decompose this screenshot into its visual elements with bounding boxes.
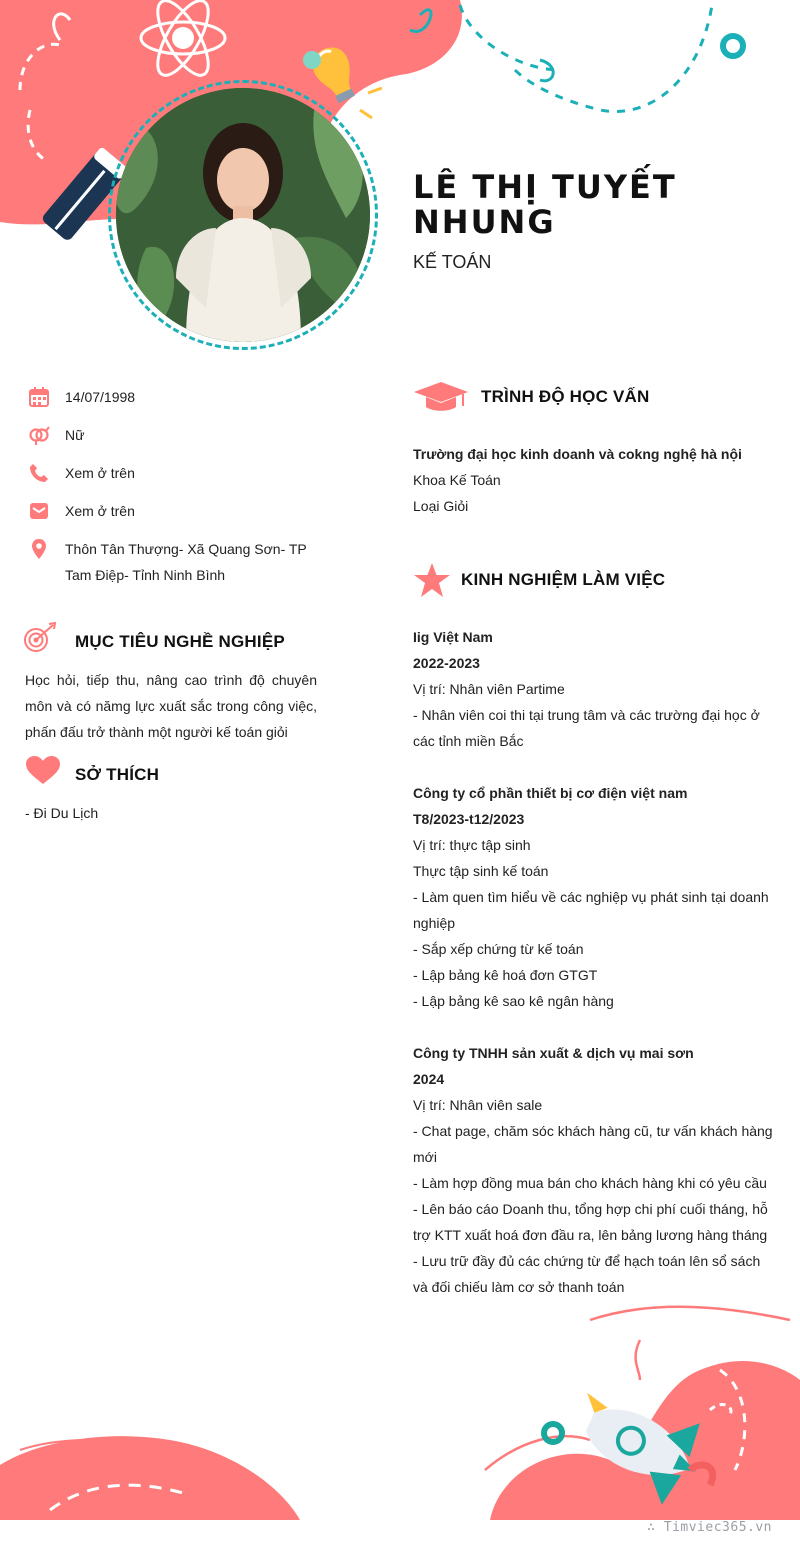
- objective-line: môn và có nămg lực xuất sắc trong công việc,: [25, 698, 317, 714]
- job-period: 2022-2023: [413, 655, 480, 671]
- job-detail: - Chat page, chăm sóc khách hàng cũ, tư vấn khách hàng: [413, 1123, 773, 1139]
- heart-icon: [25, 755, 61, 785]
- grade: Loại Giỏi: [413, 498, 469, 514]
- location-pin-icon: [28, 538, 50, 560]
- job-detail: - Làm hợp đồng mua bán cho khách hàng khi có yêu cầu: [413, 1175, 767, 1191]
- job-detail: - Lập bảng kê sao kê ngân hàng: [413, 993, 614, 1009]
- phone-row: [28, 460, 328, 486]
- experience-item: [413, 1040, 773, 1300]
- job-detail: Vị trí: thực tập sinh: [413, 837, 531, 853]
- job-detail: - Làm quen tìm hiểu về các nghiệp vụ phát sinh tại doanh: [413, 889, 769, 905]
- avatar: [116, 88, 370, 342]
- ring-icon: [544, 1424, 562, 1442]
- watermark-text: Timviec365.vn: [663, 1520, 772, 1535]
- phone-value: Xem ở trên: [65, 465, 135, 481]
- job-detail: - Lưu trữ đầy đủ các chứng từ để hạch toán lên sổ sách: [413, 1253, 761, 1269]
- job-detail: - Lên báo cáo Doanh thu, tổng hợp chi phí cuối tháng, hỗ: [413, 1201, 768, 1217]
- job-title: KẾ TOÁN: [413, 252, 492, 272]
- objective-title: MỤC TIÊU NGHỀ NGHIỆP: [75, 632, 285, 651]
- school-name: Trường đại học kinh doanh và cokng nghệ hà nội: [413, 446, 742, 462]
- gender-row: [28, 422, 328, 448]
- address-row: [28, 536, 328, 588]
- star-icon: [413, 562, 451, 598]
- address-line-1: Thôn Tân Thượng- Xã Quang Sơn- TP: [65, 541, 307, 557]
- objective-text: [25, 667, 317, 745]
- experience-title: KINH NGHIỆM LÀM VIỆC: [461, 570, 666, 589]
- company-name: Công ty cổ phần thiết bị cơ điện việt nam: [413, 785, 688, 801]
- email-value: Xem ở trên: [65, 503, 135, 519]
- company-name: Công ty TNHH sản xuất & dịch vụ mai sơn: [413, 1045, 694, 1061]
- job-detail: - Sắp xếp chứng từ kế toán: [413, 941, 584, 957]
- name-line-1: LÊ THỊ TUYẾT: [413, 168, 677, 206]
- faculty: Khoa Kế Toán: [413, 472, 501, 488]
- job-detail: trợ KTT xuất hoá đơn đầu ra, lên bảng lương hàng tháng: [413, 1227, 768, 1243]
- job-detail: và đối chiếu làm cơ sở thanh toán: [413, 1279, 625, 1295]
- job-detail: Vị trí: Nhân viên Partime: [413, 681, 565, 697]
- calendar-icon: [28, 386, 50, 408]
- ring-icon: [723, 36, 743, 56]
- education-title: TRÌNH ĐỘ HỌC VẤN: [481, 387, 650, 406]
- job-detail: Vị trí: Nhân viên sale: [413, 1097, 543, 1113]
- job-detail: Thực tập sinh kế toán: [413, 863, 549, 879]
- gender-icon: [28, 424, 50, 446]
- birthday-value: 14/07/1998: [65, 389, 136, 405]
- job-detail: các tỉnh miền Bắc: [413, 733, 524, 749]
- experience-item: [413, 624, 773, 754]
- footer-decoration: [0, 1300, 800, 1520]
- hobbies-title: SỞ THÍCH: [75, 765, 160, 784]
- gender-value: Nữ: [65, 427, 85, 443]
- job-detail: - Nhân viên coi thi tại trung tâm và các trường đại học ở: [413, 707, 760, 723]
- graduation-cap-icon: [413, 380, 469, 414]
- objective-line: phấn đấu trở thành một người kế toán giỏi: [25, 724, 288, 740]
- name-line-2: NHUNG: [413, 203, 556, 241]
- watermark: [647, 1520, 772, 1535]
- candidate-name: [413, 170, 713, 240]
- job-period: T8/2023-t12/2023: [413, 811, 525, 827]
- target-icon: [23, 622, 59, 654]
- birthday-row: [28, 384, 328, 410]
- email-row: [28, 498, 328, 524]
- job-detail: nghiệp: [413, 915, 456, 931]
- company-name: Iig Việt Nam: [413, 629, 493, 645]
- hobby-item: - Đi Du Lịch: [25, 805, 99, 821]
- address-line-2: Tam Điệp- Tỉnh Ninh Bình: [65, 567, 226, 583]
- job-detail: mới: [413, 1149, 437, 1165]
- phone-icon: [28, 462, 50, 484]
- job-detail: - Lập bảng kê hoá đơn GTGT: [413, 967, 598, 983]
- mail-icon: [28, 500, 50, 522]
- job-period: 2024: [413, 1071, 445, 1087]
- watermark-dots-icon: ∴: [647, 1520, 664, 1535]
- experience-item: [413, 780, 773, 1014]
- education-block: [413, 441, 783, 519]
- objective-line: Học hỏi, tiếp thu, nâng cao trình độ chuyên: [25, 672, 317, 688]
